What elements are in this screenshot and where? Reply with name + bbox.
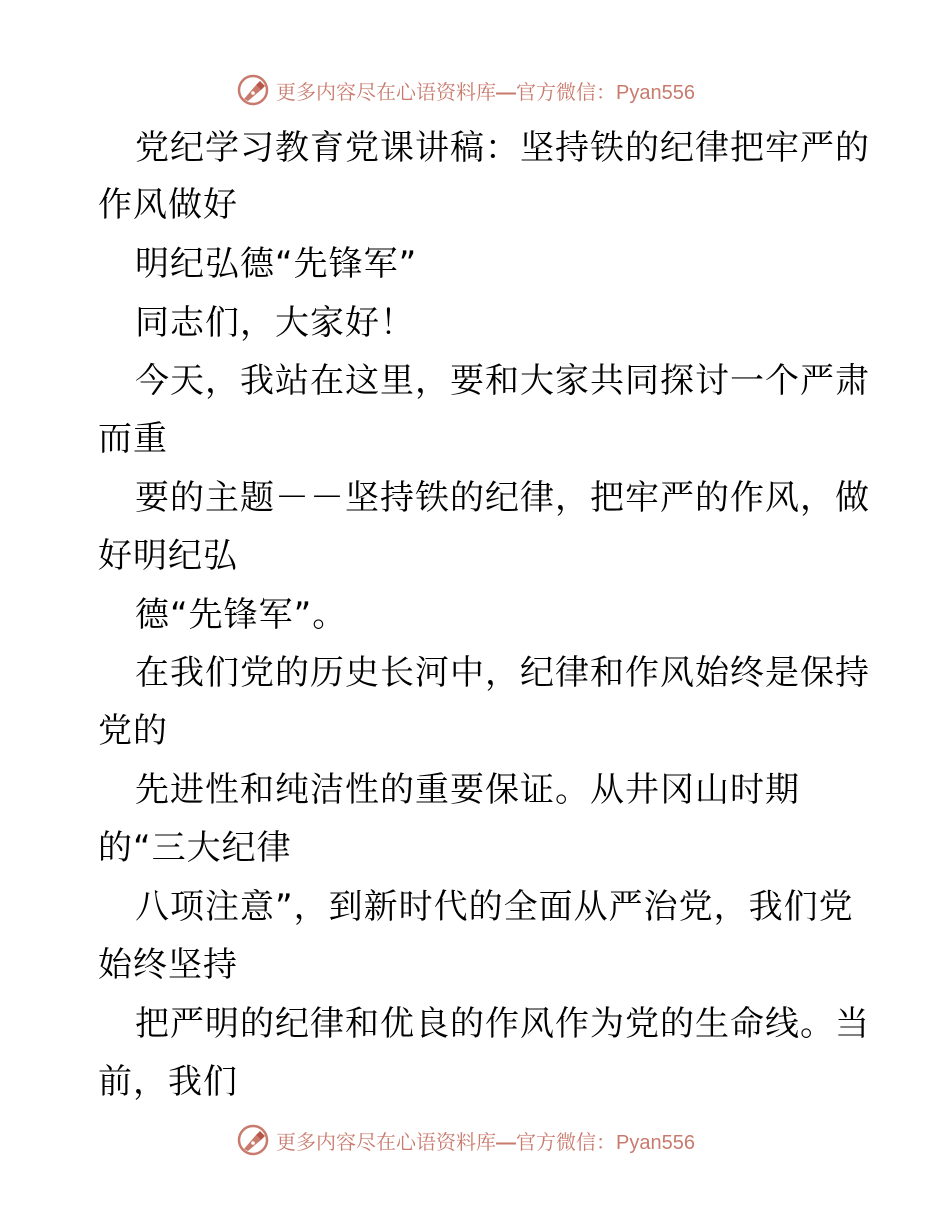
doc-line: 党的 bbox=[98, 711, 168, 751]
doc-line: 今天，我站在这里，要和大家共同探讨一个严肃 bbox=[135, 361, 870, 401]
banner-site-text: 更多内容尽在心语资料库 bbox=[276, 79, 496, 104]
doc-line: 的“三大纪律 bbox=[98, 828, 292, 868]
doc-title-line-2: 作风做好 bbox=[98, 185, 238, 225]
doc-line: 德“先锋军”。 bbox=[135, 595, 348, 635]
doc-line: 先进性和纯洁性的重要保证。从井冈山时期 bbox=[135, 770, 800, 810]
banner-contact: 官方微信：Pyan556 bbox=[516, 81, 695, 104]
banner-contact: 官方微信：Pyan556 bbox=[516, 1131, 695, 1154]
doc-greeting: 同志们，大家好！ bbox=[135, 303, 415, 343]
doc-title-line-1: 党纪学习教育党课讲稿：坚持铁的纪律把牢严的 bbox=[135, 128, 870, 168]
doc-line: 把严明的纪律和优良的作风作为党的生命线。当 bbox=[135, 1004, 870, 1044]
doc-line: 好明纪弘 bbox=[98, 536, 238, 576]
doc-line: 要的主题－－坚持铁的纪律，把牢严的作风，做 bbox=[135, 478, 870, 518]
header-banner bbox=[0, 70, 950, 110]
banner-site-text: 更多内容尽在心语资料库 bbox=[276, 1129, 496, 1154]
doc-line: 而重 bbox=[98, 419, 168, 459]
doc-line: 始终坚持 bbox=[98, 945, 238, 985]
banner-separator: — bbox=[496, 1131, 516, 1154]
doc-line: 在我们党的历史长河中，纪律和作风始终是保持 bbox=[135, 653, 870, 693]
pen-nib-logo-icon bbox=[236, 73, 270, 107]
pen-nib-logo-icon bbox=[236, 1123, 270, 1157]
banner-separator: — bbox=[496, 81, 516, 104]
footer-banner bbox=[0, 1120, 950, 1160]
doc-line: 前，我们 bbox=[98, 1062, 238, 1102]
doc-subtitle: 明纪弘德“先锋军” bbox=[135, 244, 418, 284]
doc-line: 八项注意”，到新时代的全面从严治党，我们党 bbox=[135, 887, 854, 927]
